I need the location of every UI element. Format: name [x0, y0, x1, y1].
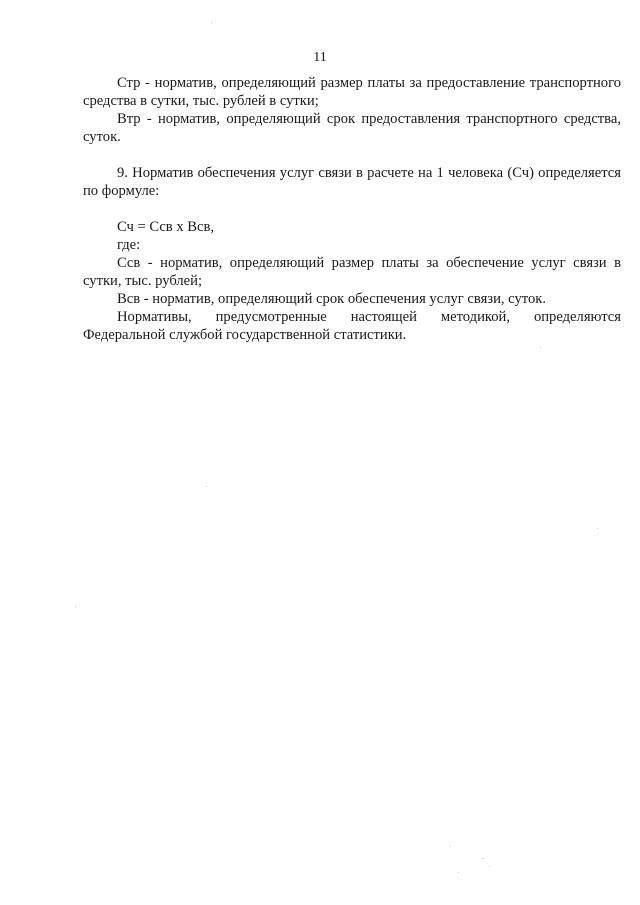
paragraph-where: где: [117, 237, 141, 253]
paragraph-spacer [83, 200, 621, 218]
scan-speck [540, 347, 541, 348]
scan-speck [597, 528, 598, 529]
scan-speck [458, 872, 459, 873]
page-number: 11 [313, 50, 327, 65]
scan-speck [211, 22, 212, 23]
scan-speck [206, 486, 207, 487]
formula-sch: Сч = Ссв х Всв, [117, 219, 215, 235]
paragraph-vtr-definition: Втр - норматив, определяющий срок предоставления транспортного средства, суток. [83, 111, 621, 145]
paragraph-ssv-definition: Ссв - норматив, определяющий размер платы за обеспечение услуг связи в сутки, тыс. рублей; [83, 255, 621, 289]
scan-speck [450, 846, 451, 847]
paragraph-vsv-definition: Всв - норматив, определяющий срок обеспечения услуг связи, суток. [117, 291, 546, 307]
paragraph-spacer [83, 146, 621, 164]
scan-speck [482, 858, 484, 859]
paragraph-str-definition: Стр - норматив, определяющий размер платы за предоставление транспортного средства в сутки, тыс. рублей в сутки; [83, 75, 621, 109]
paragraph-section-9-heading: 9. Норматив обеспечения услуг связи в расчете на 1 человека (Сч) определяется по формуле: [83, 165, 621, 199]
paragraph-normatives-source: Нормативы, предусмотренные настоящей методикой, определяются Федеральной службой государственной статистики. [83, 309, 621, 343]
document-body [83, 74, 621, 344]
scan-speck [489, 866, 490, 867]
scan-speck [75, 606, 76, 607]
